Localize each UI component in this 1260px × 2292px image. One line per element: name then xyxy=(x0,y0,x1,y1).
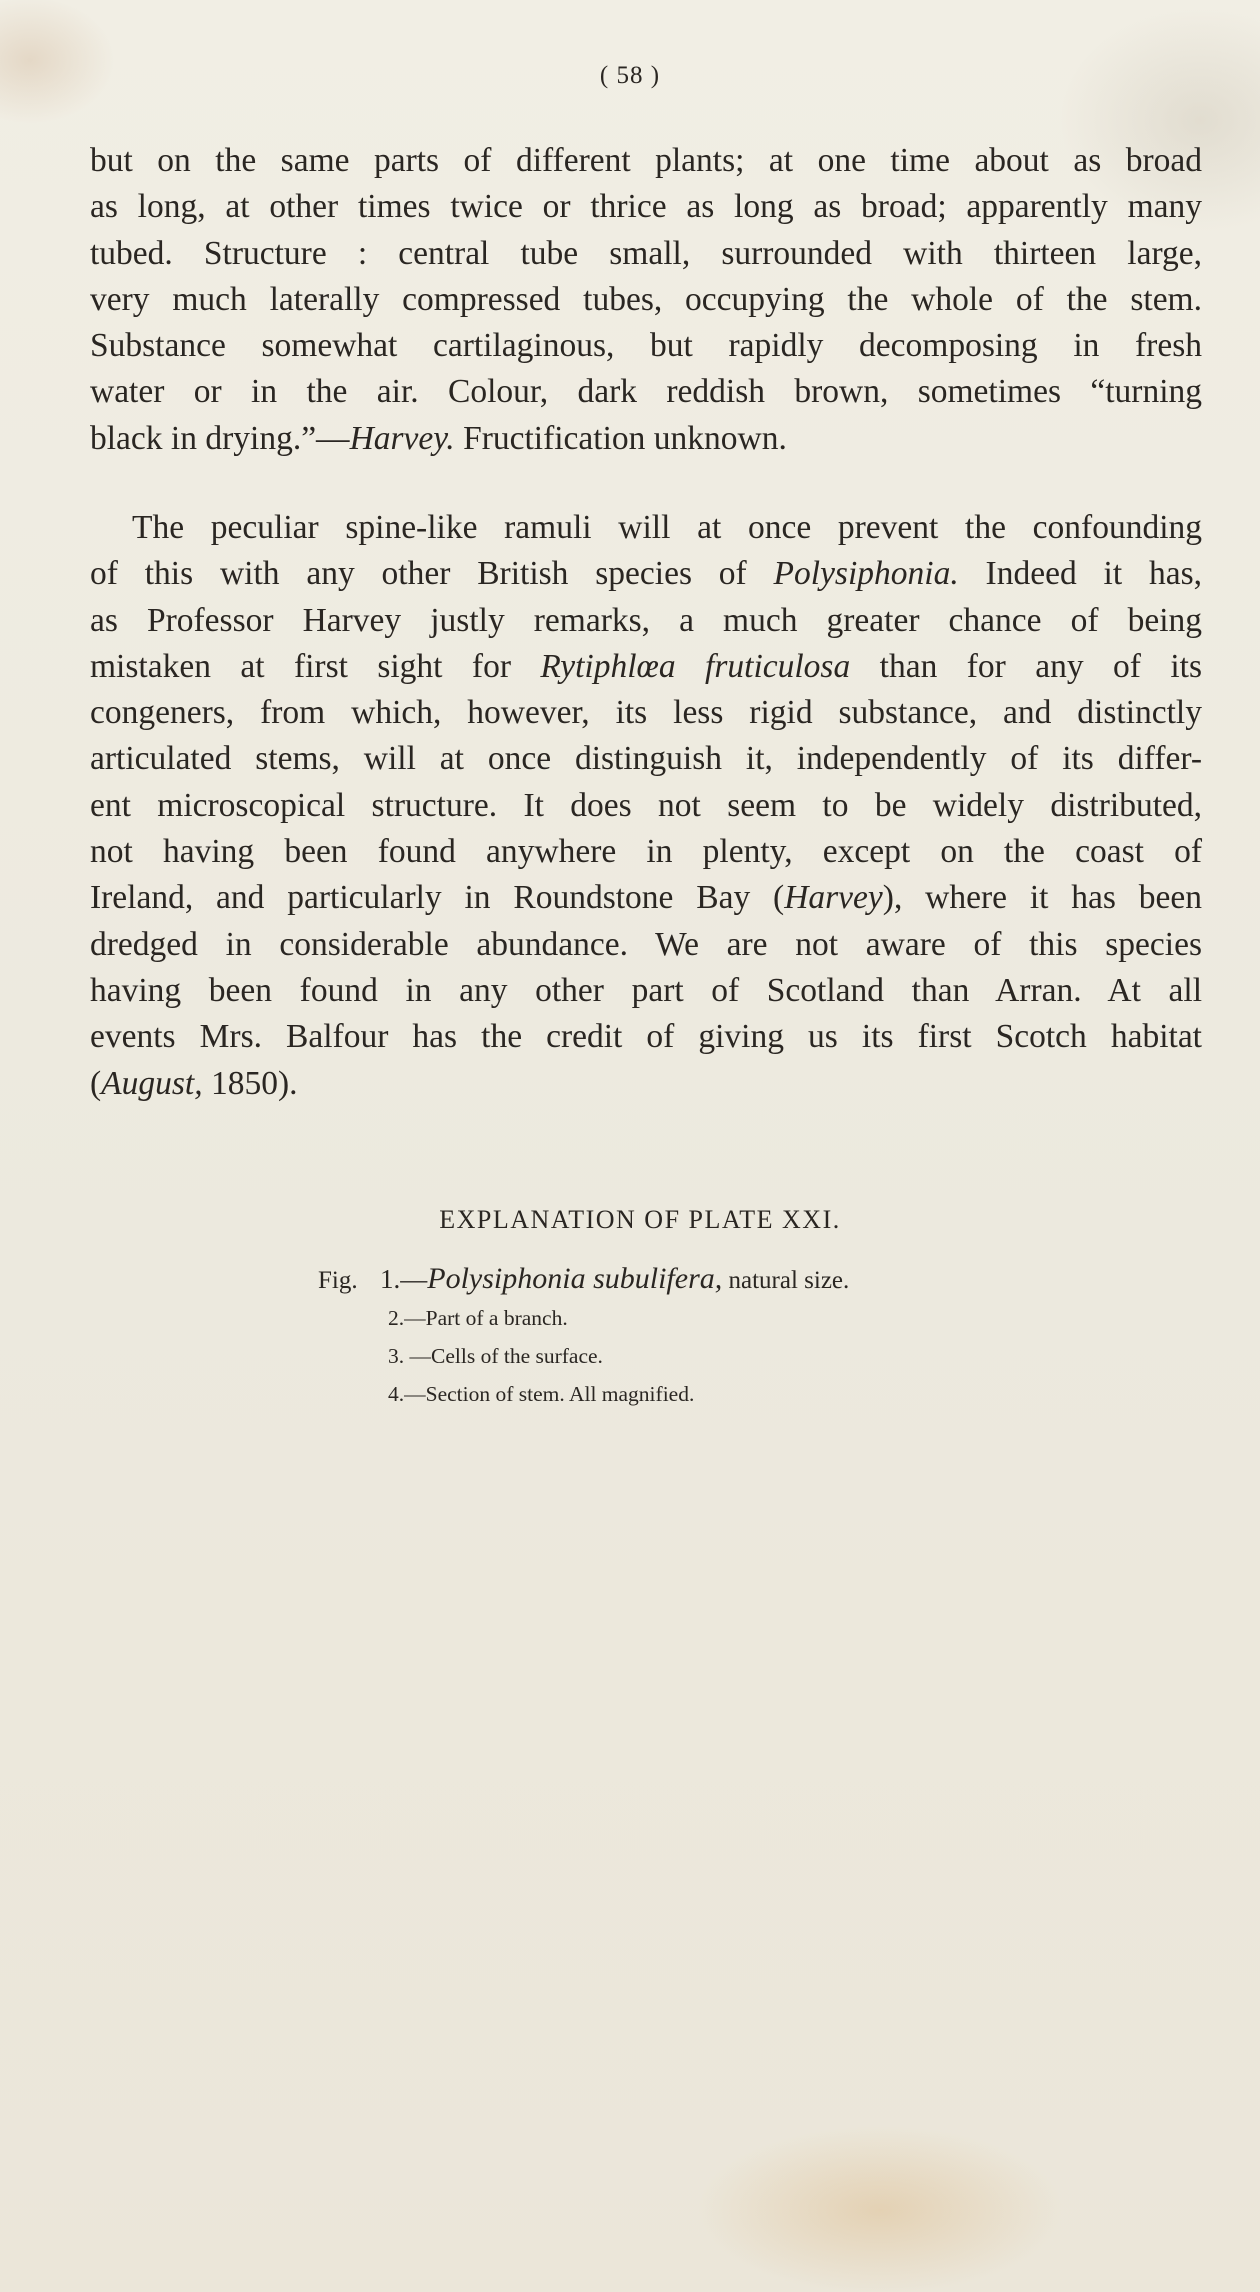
figure-number: 3. — xyxy=(388,1344,431,1368)
text-line: as Professor Harvey justly remarks, a much greater chance of being xyxy=(90,601,1202,639)
plate-explanation-title: EXPLANATION OF PLATE XXI. xyxy=(439,1205,841,1234)
author-citation: Harvey. xyxy=(349,419,455,457)
text-line: ent microscopical structure. It does not seem to be widely distributed, xyxy=(90,786,1202,824)
figure-number: 4.— xyxy=(388,1382,426,1406)
figure-description: natural size. xyxy=(722,1267,850,1294)
figure-number: 1.— xyxy=(380,1264,428,1294)
species-name: Rytiphlœa fruticulosa xyxy=(540,647,851,685)
paragraph-2 xyxy=(90,505,1202,1107)
text-segment: 1850). xyxy=(202,1064,298,1102)
figure-item xyxy=(318,1306,1018,1344)
text-line xyxy=(90,416,1202,462)
text-line: having been found in any other part of Scotland than Arran. At all xyxy=(90,971,1202,1009)
figure-item xyxy=(318,1262,1018,1306)
text-line xyxy=(90,875,1202,921)
text-segment: Ireland, and particularly in Roundstone Bay ( xyxy=(90,879,785,917)
figure-description: Part of a branch. xyxy=(425,1306,568,1330)
text-segment: mistaken at first sight for xyxy=(90,647,541,685)
figure-species-name: Polysiphonia subulifera, xyxy=(427,1262,723,1295)
date-citation: August, xyxy=(101,1064,203,1102)
text-segment: than for any of its xyxy=(850,647,1202,685)
text-line: as long, at other times twice or thrice as long as broad; apparently many xyxy=(90,188,1202,226)
text-line: tubed. Structure : central tube small, surrounded with thirteen large, xyxy=(90,234,1202,272)
text-line xyxy=(90,644,1202,690)
text-line: congeners, from which, however, its less rigid substance, and distinctly xyxy=(90,694,1202,732)
text-segment: Indeed it has, xyxy=(958,555,1202,593)
figure-list xyxy=(318,1262,1018,1420)
page-number: ( 58 ) xyxy=(599,62,661,89)
author-citation: Harvey xyxy=(784,879,883,917)
figure-prefix: Fig. xyxy=(318,1267,358,1294)
figure-description: Cells of the surface. xyxy=(431,1344,603,1368)
text-segment: ), where it has been xyxy=(882,879,1202,917)
text-line xyxy=(90,1061,1202,1107)
paragraph-1 xyxy=(90,138,1202,462)
text-segment: Fructification unknown. xyxy=(454,419,787,457)
text-line: but on the same parts of different plants; at one time about as broad xyxy=(90,142,1202,179)
text-line: very much laterally compressed tubes, occupying the whole of the stem. xyxy=(90,280,1202,318)
figure-description: Section of stem. All magnified. xyxy=(425,1382,695,1406)
text-line: The peculiar spine-like ramuli will at once prevent the confounding xyxy=(132,509,1202,546)
text-line: Substance somewhat cartilaginous, but rapidly decomposing in fresh xyxy=(90,327,1202,365)
text-segment: of this with any other British species of xyxy=(90,555,774,593)
text-segment: ( xyxy=(90,1064,102,1102)
figure-number: 2.— xyxy=(388,1306,426,1330)
text-line: articulated stems, will at once distinguish it, independently of its differ- xyxy=(90,740,1202,778)
text-line xyxy=(90,551,1202,597)
text-line: events Mrs. Balfour has the credit of giving us its first Scotch habitat xyxy=(90,1018,1202,1056)
species-name: Polysiphonia. xyxy=(773,555,959,593)
text-line: dredged in considerable abundance. We are not aware of this species xyxy=(90,925,1202,963)
text-segment: black in drying.”— xyxy=(90,419,350,457)
text-line: water or in the air. Colour, dark reddish brown, sometimes “turning xyxy=(90,373,1202,411)
text-line: not having been found anywhere in plenty, except on the coast of xyxy=(90,833,1202,871)
figure-item xyxy=(318,1382,1018,1420)
figure-item xyxy=(318,1344,1018,1382)
